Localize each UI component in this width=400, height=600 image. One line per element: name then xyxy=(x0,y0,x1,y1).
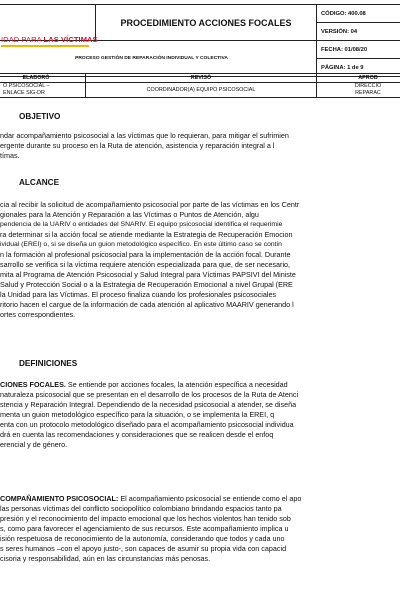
definicion-line: las personas víctimas del conflicto sociopolítico colombiano brindando espacios tanto pa xyxy=(0,504,282,513)
reviso-value: COORDINADOR(A) EQUIPO PSICOSOCIAL xyxy=(86,83,317,98)
process-name: PROCESO GESTIÓN DE REPARACIÓN INDIVIDUAL Y COLECTIVA xyxy=(0,41,317,77)
document-title: PROCEDIMIENTO ACCIONES FOCALES xyxy=(96,5,317,41)
definicion-line: s seres humanos –con el apoyo justo-, son capaces de asumir su propia vida con capacid xyxy=(0,544,287,553)
term-acompanamiento-psicosocial: COMPAÑAMIENTO PSICOSOCIAL: xyxy=(0,494,119,503)
term-acciones-focales: CIONES FOCALES. xyxy=(0,380,66,389)
elaboro-value: O PSICOSOCIAL – ENLACE SIG-DR xyxy=(0,83,86,98)
definicion-line: erencial y de género. xyxy=(0,440,68,449)
logo-underline xyxy=(1,45,89,47)
alcance-line: cia al recibir la solicitud de acompañamiento psicosocial por parte de las víctimas en los Centr xyxy=(0,200,300,209)
fecha-field: FECHA: 01/08/20 xyxy=(317,41,400,59)
definicion-line: naturaleza psicosocial que se presentan en el desarrollo de los procesos de la Ruta de Atenci xyxy=(0,390,299,399)
definicion-line: cisoria y responsabilidad, aún en las circunstancias más penosas. xyxy=(0,554,211,563)
definicion-line: stencia y Reparación Integral. Dependiendo de la necesidad psicosocial a atender, se diseña xyxy=(0,400,297,409)
alcance-line: Salud y Protección Social o a la Estrategia de Recuperación Emocional a nivel Grupal (ERE xyxy=(0,280,293,289)
alcance-line: ritorio hacen el cargue de la información de cada atención al aplicativo MAARIV generando l xyxy=(0,300,294,309)
alcance-line: la Unidad para las Víctimas. El proceso finaliza cuando los profesionales psicosociales xyxy=(0,290,277,299)
logo-cell xyxy=(0,5,98,44)
definicion-line: presión y el reconocimiento del impacto emocional que los hechos violentos han tenido sob xyxy=(0,514,291,523)
pagina-field: PÁGINA: 1 de 9 xyxy=(317,59,400,77)
alcance-line: n la formación al profesional psicosocial para la implementación de la acción focal. Durante xyxy=(0,250,291,259)
alcance-line: ividual (EREI) o, si se diseña un guion metodológico específico. En este último caso se contin xyxy=(0,241,282,248)
definicion-line: drá en cuenta las recomendaciones y consideraciones que se realicen desde el enfoq xyxy=(0,430,274,439)
aprobo-value: DIRECCIÓ REPARAC xyxy=(317,83,400,98)
objetivo-line: tímas. xyxy=(0,151,20,160)
alcance-line: sarrollo se verifica si la víctima requiere atención especializada para que, de ser necesario, xyxy=(0,260,291,269)
aprobo-label: APROB xyxy=(317,74,400,83)
section-title-alcance: ALCANCE xyxy=(19,178,60,187)
definicion-acciones-focales-line: CIONES FOCALES. Se entiende por acciones focales, la atención específica a necesidad xyxy=(0,380,288,389)
alcance-line: mita al Programa de Atención Psicosocial y Salud Integral para Víctimas PAPSIVI del Ministe xyxy=(0,270,296,279)
elaboro-label: ELABORÓ xyxy=(0,74,86,83)
approval-table xyxy=(0,73,400,98)
codigo-field: CÓDIGO: 400.08 xyxy=(317,5,400,23)
document-header-table xyxy=(0,4,400,77)
alcance-line: ortes correspondientes. xyxy=(0,310,76,319)
definicion-line: menta un guion metodológico específico para la situación, o se implementa la EREI, q xyxy=(0,410,275,419)
version-field: VERSIÓN: 04 xyxy=(317,23,400,41)
reviso-label: REVISÓ xyxy=(86,74,317,83)
section-title-objetivo: OBJETIVO xyxy=(19,112,61,121)
objetivo-line: ndar acompañamiento psicosocial a las víctimas que lo requieran, para mitigar el sufrimien xyxy=(0,131,289,140)
definicion-line: s, como para favorecer el agenciamiento de sus recursos. Este acompañamiento implica u xyxy=(0,524,289,533)
objetivo-line: ergente durante su proceso en la Ruta de atención, asistencia y reparación integral a l xyxy=(0,141,275,150)
definicion-acompanamiento-line: COMPAÑAMIENTO PSICOSOCIAL: El acompañamiento psicosocial se entiende como el apo xyxy=(0,494,302,503)
definicion-line: isión respetuosa de reconocimiento de la autonomía, considerando que todos y cada uno xyxy=(0,534,285,543)
alcance-line: gionales para la Atención y Reparación a las Víctimas o Puntos de Atención, algu xyxy=(0,210,259,219)
unidad-victimas-logo: IDAD PARA LAS VÍCTIMAS xyxy=(1,35,98,44)
definicion-line: enta con un protocolo metodológico diseñado para el acompañamiento psicosocial individua xyxy=(0,420,294,429)
alcance-line: pendencia de la UARIV o entidades del SNARIV. El equipo psicosocial identifica el requerimie xyxy=(0,221,283,228)
alcance-line: ra determinar si la acción focal se atiende mediante la Estrategia de Recuperación Emocion xyxy=(0,230,293,239)
section-title-definiciones: DEFINICIONES xyxy=(19,359,78,368)
